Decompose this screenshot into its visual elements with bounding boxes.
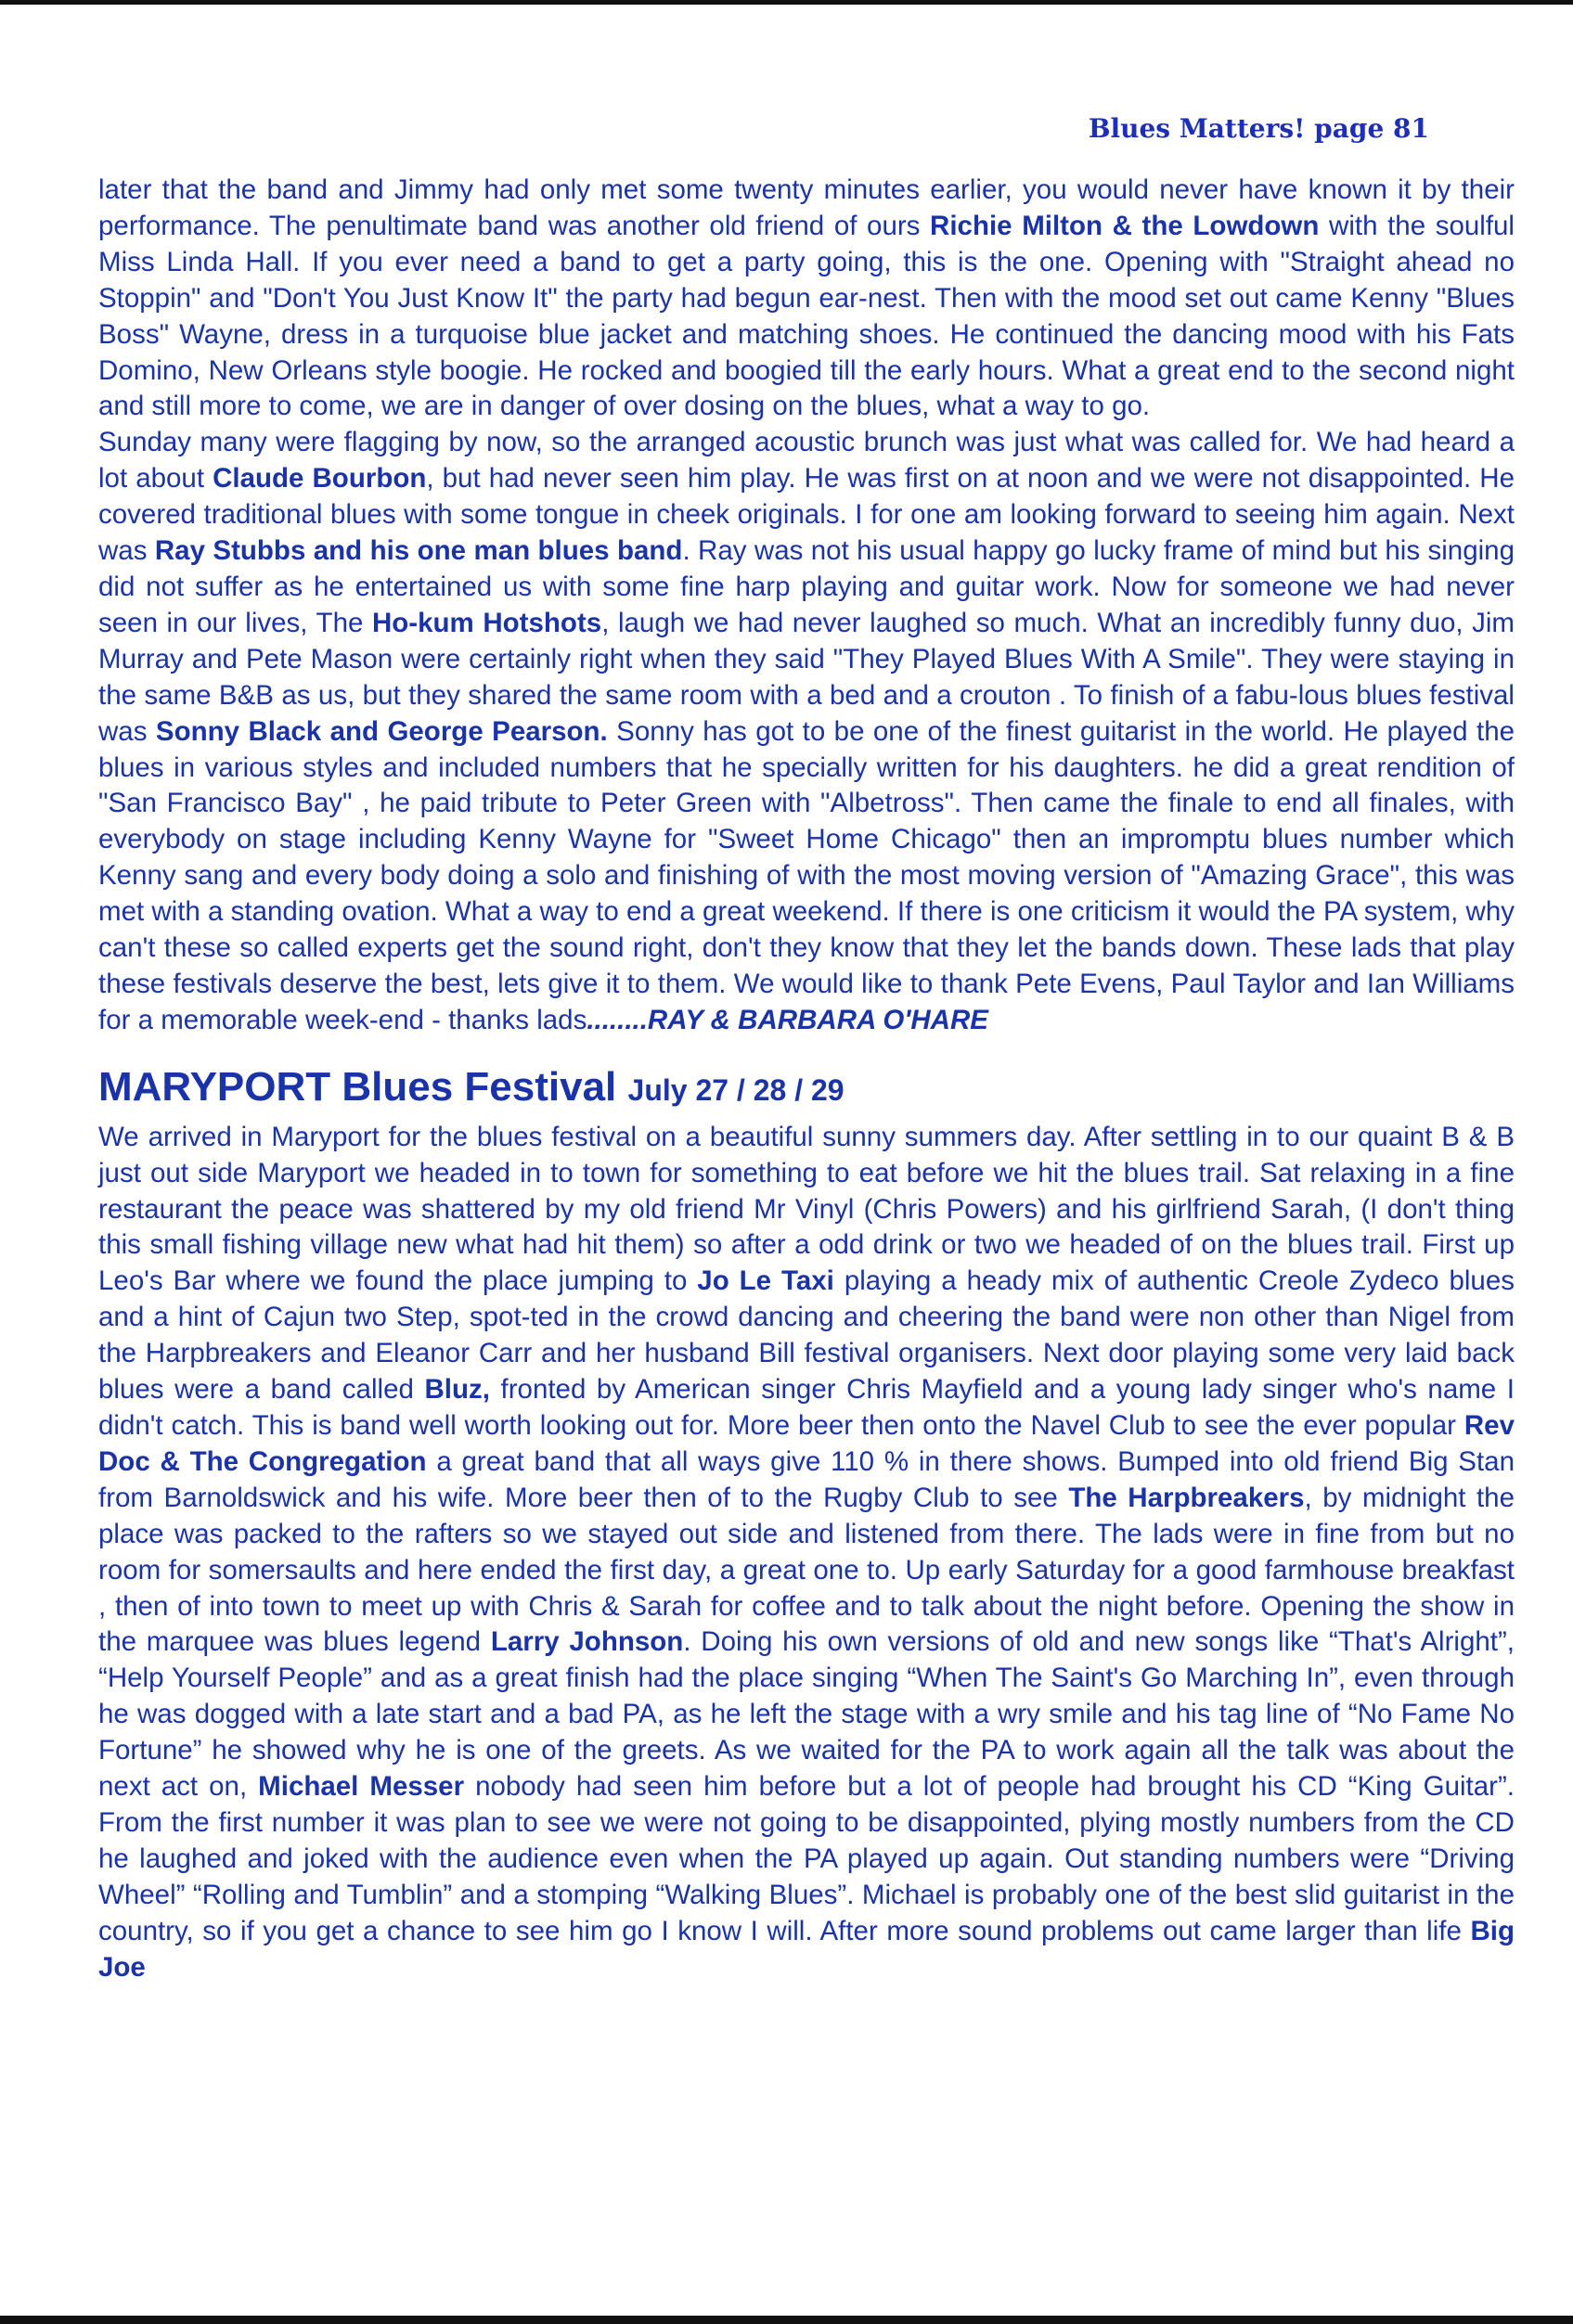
artist-name: Bluz, bbox=[424, 1374, 490, 1406]
body-text: Sonny has got to be one of the finest guitarist in the world. He played the blues in various styles and included numbers that he specially written for his daughters. he did a great rendition of "San Francisco Bay" , he paid tribute to Peter Green with "Albetross". Then came the finale to end all finales, with everybody on stage including Kenny Wayne for "Sweet Home Chicago" then an impromptu blues number which Kenny sang and every body doing a solo and finishing of with the most moving version of "Amazing Grace", this was met with a standing ovation. What a way to end a great weekend. If there is one criticism it would the PA system, why can't these so called experts get the sound right, don't they know that they let the bands down. These lads that play these festivals deserve the best, lets give it to them. We would like to thank Pete Evens, Paul Taylor and Ian Williams for a memorable week-end - thanks lads bbox=[98, 715, 1515, 1035]
artist-name: Michael Messer bbox=[258, 1771, 465, 1803]
body-text: . Ray was not his usual happy go lucky frame of mind but his singing did not suffer as he entertained us with some fine harp playing and guitar work. Now for someone we had never seen in our lives, The bbox=[98, 535, 1515, 638]
body-text: with the soulful Miss Linda Hall. If you ever need a band to get a party going, this is the one. Opening with "Straight ahead no Stoppin" and "Don't You Just Know It" the party had begun ear-nest. Then with the mood set out came Kenny "Blues Boss" Wayne, dress in a turquoise blue jacket and matching shoes. He continued the dancing mood with his Fats Domino, New Orleans style boogie. He rocked and boogied till the early hours. What a great end to the second night and still more to come, we are in danger of over dosing on the blues, what a way to go. bbox=[98, 210, 1515, 422]
artist-name: Big Joe bbox=[98, 1915, 1515, 1983]
artist-name: The Harpbreakers bbox=[1068, 1482, 1305, 1513]
artist-name: Richie Milton & the Lowdown bbox=[930, 210, 1320, 241]
page-body bbox=[98, 173, 1515, 1986]
artist-name: Jo Le Taxi bbox=[697, 1265, 834, 1297]
section-dates: July 27 / 28 / 29 bbox=[627, 1072, 845, 1107]
body-text: Sunday many were flagging by now, so the arranged acoustic brunch was just what was called for. We had heard a lot about bbox=[98, 427, 1515, 494]
top-border bbox=[0, 0, 1573, 5]
artist-name: Ho-kum Hotshots bbox=[371, 607, 602, 638]
review-paragraph bbox=[98, 173, 1515, 425]
body-text: . Doing his own versions of old and new songs like “That's Alright”, “Help Yourself People” and as a great finish had the place singing “When The Saint's Go Marching In”, even through he was dogged with a late start and a bad PA, as he left the stage with a wry smile and his tag line of “No Fame No Fortune” he showed why he is one of the greets. As we waited for the PA to work again all the talk was about the next act on, bbox=[98, 1626, 1515, 1803]
artist-name: Larry Johnson bbox=[490, 1626, 684, 1658]
body-text: We arrived in Maryport for the blues festival on a beautiful sunny summers day. After settling in to our quaint B & B just out side Maryport we headed in to town for something to eat before we hit the blues trail. Sat relaxing in a fine restaurant the peace was shattered by my old friend Mr Vinyl (Chris Powers) and his girlfriend Sarah, (I don't thing this small fishing village new what had hit them) so after a odd drink or two we headed of on the blues trail. First up Leo's Bar where we found the place jumping to bbox=[98, 1121, 1515, 1297]
artist-name: Rev Doc & The Congregation bbox=[98, 1410, 1515, 1477]
body-text: , laugh we had never laughed so much. What an incredibly funny duo, Jim Murray and Pete Mason were certainly right when they said "They Played Blues With A Smile". They were staying in the same B&B as us, but they shared the same room with a bed and a crouton . To finish of a fabu-lous blues festival was bbox=[98, 607, 1515, 747]
body-text: , but had never seen him play. He was first on at noon and we were not disappointed. He covered traditional blues with some tongue in cheek originals. I for one am looking forward to seeing him again. Next was bbox=[98, 463, 1515, 567]
section-heading bbox=[98, 1063, 1515, 1114]
body-text: later that the band and Jimmy had only met some twenty minutes earlier, you would never have known it by their performance. The penultimate band was another old friend of ours bbox=[98, 174, 1515, 241]
review-paragraph bbox=[98, 425, 1515, 1038]
body-text: fronted by American singer Chris Mayfield and a young lady singer who's name I didn't catch. This is band well worth looking out for. More beer then onto the Navel Club to see the ever popular bbox=[98, 1374, 1515, 1441]
section-title: MARYPORT Blues Festival bbox=[98, 1063, 617, 1110]
review-paragraph bbox=[98, 1120, 1515, 1986]
artist-name: Sonny Black and George Pearson. bbox=[155, 715, 608, 747]
body-text: nobody had seen him before but a lot of people had brought his CD “King Guitar”. From the first number it was plan to see we were not going to be disappointed, plying mostly numbers from the CD he laughed and joked with the audience even when the PA played up again. Out standing numbers were “Driving Wheel” “Rolling and Tumblin” and a stomping “Walking Blues”. Michael is probably one of the best slid guitarist in the country, so if you get a chance to see him go I know I will. After more sound problems out came larger than life bbox=[98, 1771, 1515, 1946]
body-text: playing a heady mix of authentic Creole Zydeco blues and a hint of Cajun two Step, spot-ted in the crowd dancing and cheering the band were non other than Nigel from the Harpbreakers and Eleanor Carr and her husband Bill festival organisers. Next door playing some very laid back blues were a band called bbox=[98, 1265, 1515, 1406]
bottom-border bbox=[0, 2316, 1573, 2324]
artist-name: Claude Bourbon bbox=[213, 463, 427, 494]
body-text: a great band that all ways give 110 % in there shows. Bumped into old friend Big Stan from Barnoldswick and his wife. More beer then of to the Rugby Club to see bbox=[98, 1445, 1515, 1513]
body-text: , by midnight the place was packed to the rafters so we stayed out side and listened from there. The lads were in fine from but no room for somersaults and here ended the first day, a great one to. Up early Saturday for a good farmhouse breakfast , then of into town to meet up with Chris & Sarah for coffee and to talk about the night before. Opening the show in the marquee was blues legend bbox=[98, 1482, 1515, 1658]
author-signature: ........RAY & BARBARA O'HARE bbox=[587, 1004, 988, 1035]
artist-name: Ray Stubbs and his one man blues band bbox=[154, 535, 683, 567]
running-header: Blues Matters! page 81 bbox=[1088, 113, 1429, 144]
